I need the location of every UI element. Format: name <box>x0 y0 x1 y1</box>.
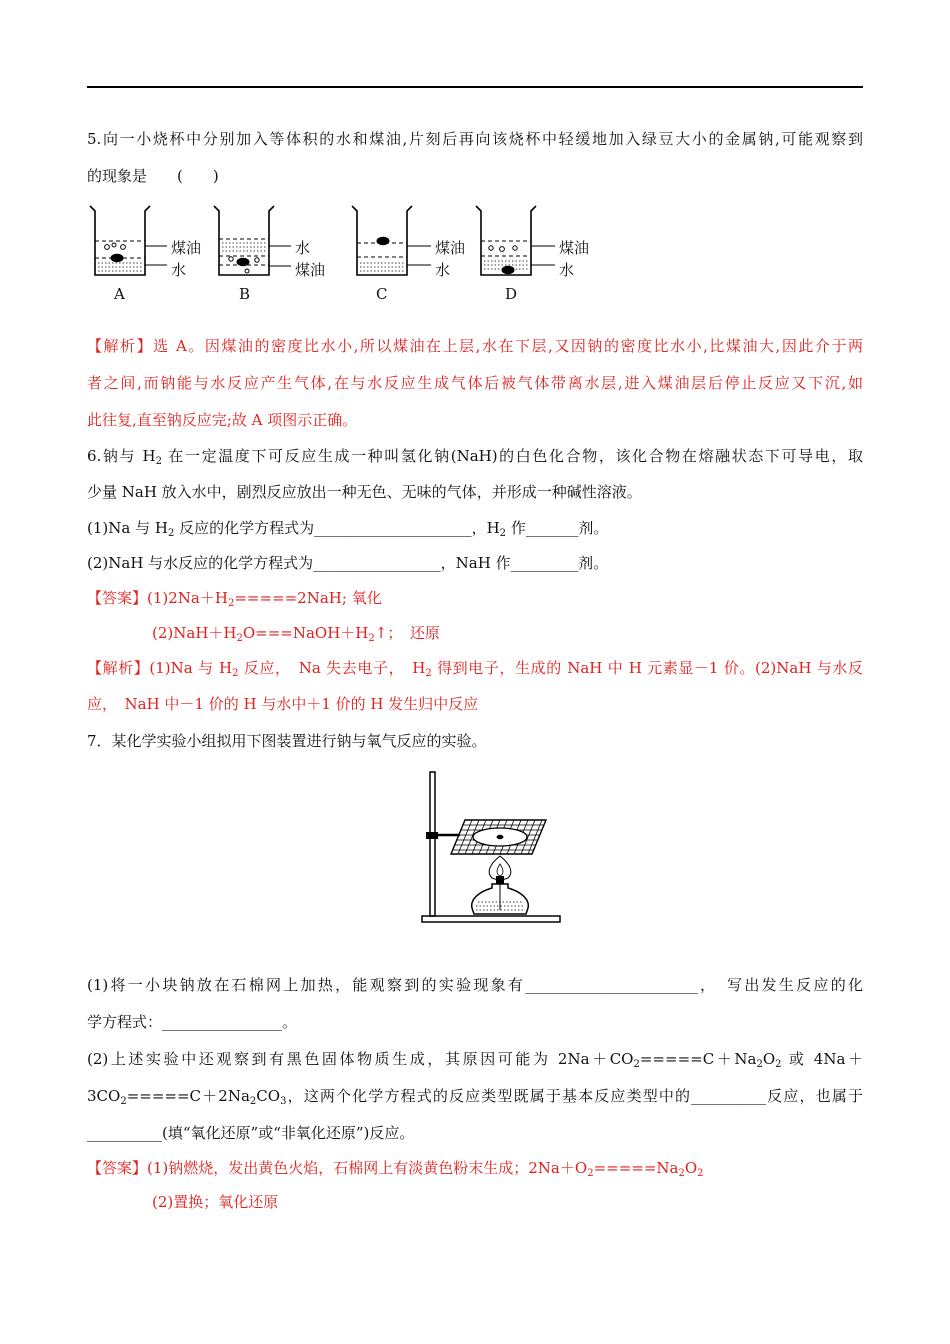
beaker-b <box>214 206 291 275</box>
q7-part1-line1: (1)将一小块钠放在石棉网上加热，能观察到的实验现象有_______________________， 写出发生反应的化 <box>87 976 863 994</box>
q5-text-line1: 5.向一小烧杯中分别加入等体积的水和煤油,片刻后再向该烧杯中轻缓地加入绿豆大小的金属钠,可能观察到 <box>87 130 863 148</box>
q7-part2-line1: (2)上述实验中还观察到有黑色固体物质生成，其原因可能为 $2Na+CO_2=====C+Na_2O_2$ 或 4Na＋ <box>87 1050 864 1070</box>
q7-part2-line3: __________(填“氧化还原”或“非氧化还原”)反应。 <box>87 1124 415 1142</box>
beaker-b-lower-label: 煤油 <box>295 261 326 279</box>
beaker-b-upper-label: 水 <box>295 239 311 257</box>
q7-part1-line2: 学方程式：________________。 <box>87 1013 298 1031</box>
beaker-diagrams <box>87 203 627 311</box>
beaker-d-lower-label: 水 <box>559 261 575 279</box>
q6-analysis-line1: 【解析】(1)Na 与 $H_2$ 反应， Na 失去电子， $H_2$ 得到电子，生成的 NaH 中 H 元素显－1 价。(2)NaH 与水反 <box>87 659 863 679</box>
q7-answer-line2: (2)置换；氧化还原 <box>152 1193 279 1211</box>
beaker-c-upper-label: 煤油 <box>435 239 466 257</box>
beaker-a-upper-label: 煤油 <box>171 239 202 257</box>
q6-part1: (1)Na 与 $H_2$ 反应的化学方程式为_____________________，$H_2$ 作_______剂。 <box>87 519 609 539</box>
beaker-d-letter: D <box>505 285 518 303</box>
q5-analysis-line2: 者之间,而钠能与水反应产生气体,在与水反应生成气体后被气体带离水层,进入煤油层后停止反应又下沉,如 <box>87 374 863 392</box>
q6-text-line1: 6.钠与 $H_2$ 在一定温度下可反应生成一种叫氢化钠(NaH)的白色化合物，该化合物在熔融状态下可导电，取 <box>87 447 863 467</box>
q6-text-line2: 少量 NaH 放入水中，剧烈反应放出一种无色、无味的气体，并形成一种碱性溶液。 <box>87 483 642 501</box>
beaker-a-lower-label: 水 <box>171 261 187 279</box>
beaker-a <box>90 206 167 275</box>
beaker-d-upper-label: 煤油 <box>559 239 590 257</box>
beaker-d <box>476 206 555 275</box>
beaker-c-lower-label: 水 <box>435 261 451 279</box>
top-rule <box>87 86 863 88</box>
burner-apparatus-diagram <box>420 768 580 936</box>
q7-title: 7．某化学实验小组拟用下图装置进行钠与氧气反应的实验。 <box>87 732 487 750</box>
q5-analysis-line3: 此往复,直至钠反应完;故 A 项图示正确。 <box>87 411 358 429</box>
q7-part2-line2: $3CO_2=====C+2Na_2CO_3$，这两个化学方程式的反应类型既属于基本反应类型中的__________反应，也属于 <box>87 1087 863 1107</box>
beaker-c-letter: C <box>376 285 388 303</box>
q6-analysis-line2: 应， NaH 中－1 价的 H 与水中＋1 价的 H 发生归中反应 <box>87 695 479 713</box>
q6-answer-line1: 【答案】$(1)2Na+H_2=====2NaH$; 氧化 <box>87 589 382 609</box>
q6-answer-line2: $(2)NaH+H_2O===NaOH+H_2↑$； 还原 <box>152 624 440 644</box>
beaker-a-letter: A <box>114 285 125 303</box>
q7-answer-line1: 【答案】(1)钠燃烧，发出黄色火焰，石棉网上有淡黄色粉末生成；$2Na+O_2=====Na_2O_2$ <box>87 1159 704 1179</box>
beaker-c <box>352 206 431 275</box>
q5-analysis-line1: 【解析】选 A。因煤油的密度比水小,所以煤油在上层,水在下层,又因钠的密度比水小,比煤油大,因此介于两 <box>87 337 863 355</box>
q6-part2: (2)NaH 与水反应的化学方程式为_________________，NaH 作_________剂。 <box>87 554 609 572</box>
q5-text-line2: 的现象是 ( ) <box>87 167 219 185</box>
beaker-b-letter: B <box>239 285 251 303</box>
